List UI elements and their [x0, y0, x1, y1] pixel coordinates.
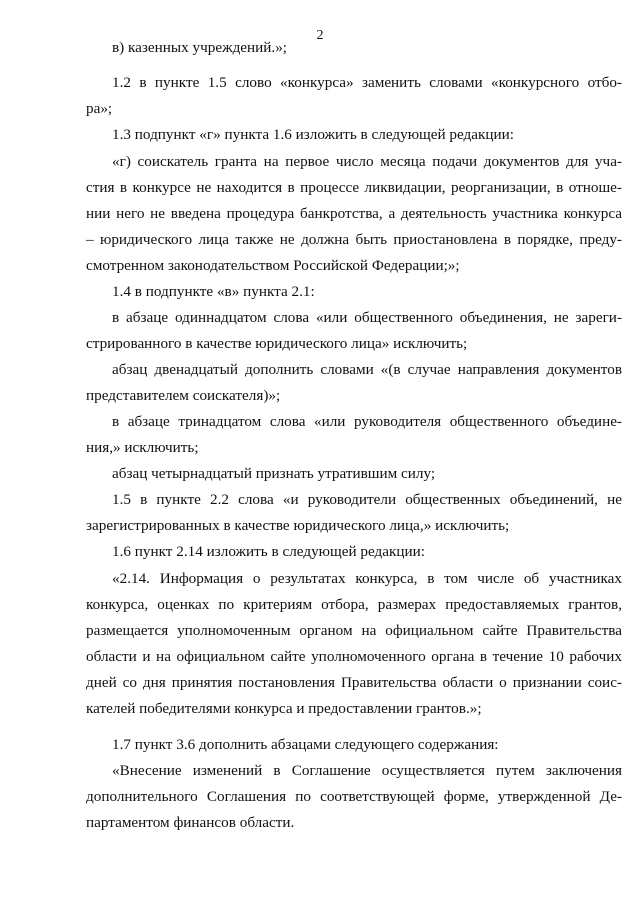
text-line: смотренном законодательством Российской Федерации;»;	[86, 257, 460, 274]
text-line: 1.2 в пункте 1.5 слово «конкурса» заменить словами «конкурсного отбо-	[112, 74, 622, 91]
text-line: области и на официальном сайте уполномоченного органа в течение 10 рабочих	[86, 648, 622, 665]
text-line: дней со дня принятия постановления Правительства области о признании соис-	[86, 674, 622, 691]
text-line: в абзаце тринадцатом слова «или руководителя общественного объедине-	[112, 413, 622, 430]
text-line: абзац четырнадцатый признать утратившим силу;	[112, 465, 436, 482]
text-line: стия в конкурсе не находится в процессе ликвидации, реорганизации, в отноше-	[86, 179, 622, 196]
text-line: дополнительного Соглашения по соответствующей форме, утвержденной Де-	[86, 788, 622, 805]
text-line: кателей победителями конкурса и предоставлении грантов.»;	[86, 700, 482, 717]
text-line: ния,» исключить;	[86, 439, 199, 456]
text-line: «Внесение изменений в Соглашение осуществляется путем заключения	[112, 762, 622, 779]
text-line: размещается уполномоченным органом на официальном сайте Правительства	[86, 622, 622, 639]
text-line: нии него не введена процедура банкротства, а деятельность участника конкурса	[86, 205, 622, 222]
text-line: в) казенных учреждений.»;	[112, 39, 288, 56]
text-line: зарегистрированных в качестве юридического лица,» исключить;	[86, 517, 510, 534]
text-line: стрированного в качестве юридического лица» исключить;	[86, 335, 468, 352]
page-number: 2	[316, 28, 324, 43]
text-line: «г) соискатель гранта на первое число месяца подачи документов для уча-	[112, 153, 622, 170]
text-line: 1.4 в подпункте «в» пункта 2.1:	[112, 283, 315, 300]
text-line: абзац двенадцатый дополнить словами «(в случае направления документов	[112, 361, 622, 378]
text-line: 1.3 подпункт «г» пункта 1.6 изложить в следующей редакции:	[112, 126, 514, 143]
text-line: в абзаце одиннадцатом слова «или общественного объединения, не зареги-	[112, 309, 622, 326]
text-line: 1.6 пункт 2.14 изложить в следующей редакции:	[112, 543, 425, 560]
text-line: «2.14. Информация о результатах конкурса, в том числе об участниках	[112, 570, 622, 587]
text-line: конкурса, оценках по критериям отбора, размерах предоставляемых грантов,	[86, 596, 622, 613]
text-line: партаментом финансов области.	[86, 814, 295, 831]
text-line: 1.7 пункт 3.6 дополнить абзацами следующего содержания:	[112, 736, 499, 753]
text-line: – юридического лица также не должна быть приостановлена в порядке, преду-	[86, 231, 622, 248]
text-line: 1.5 в пункте 2.2 слова «и руководители общественных объединений, не	[112, 491, 622, 508]
text-line: представителем соискателя)»;	[86, 387, 281, 404]
text-line: ра»;	[86, 100, 113, 117]
